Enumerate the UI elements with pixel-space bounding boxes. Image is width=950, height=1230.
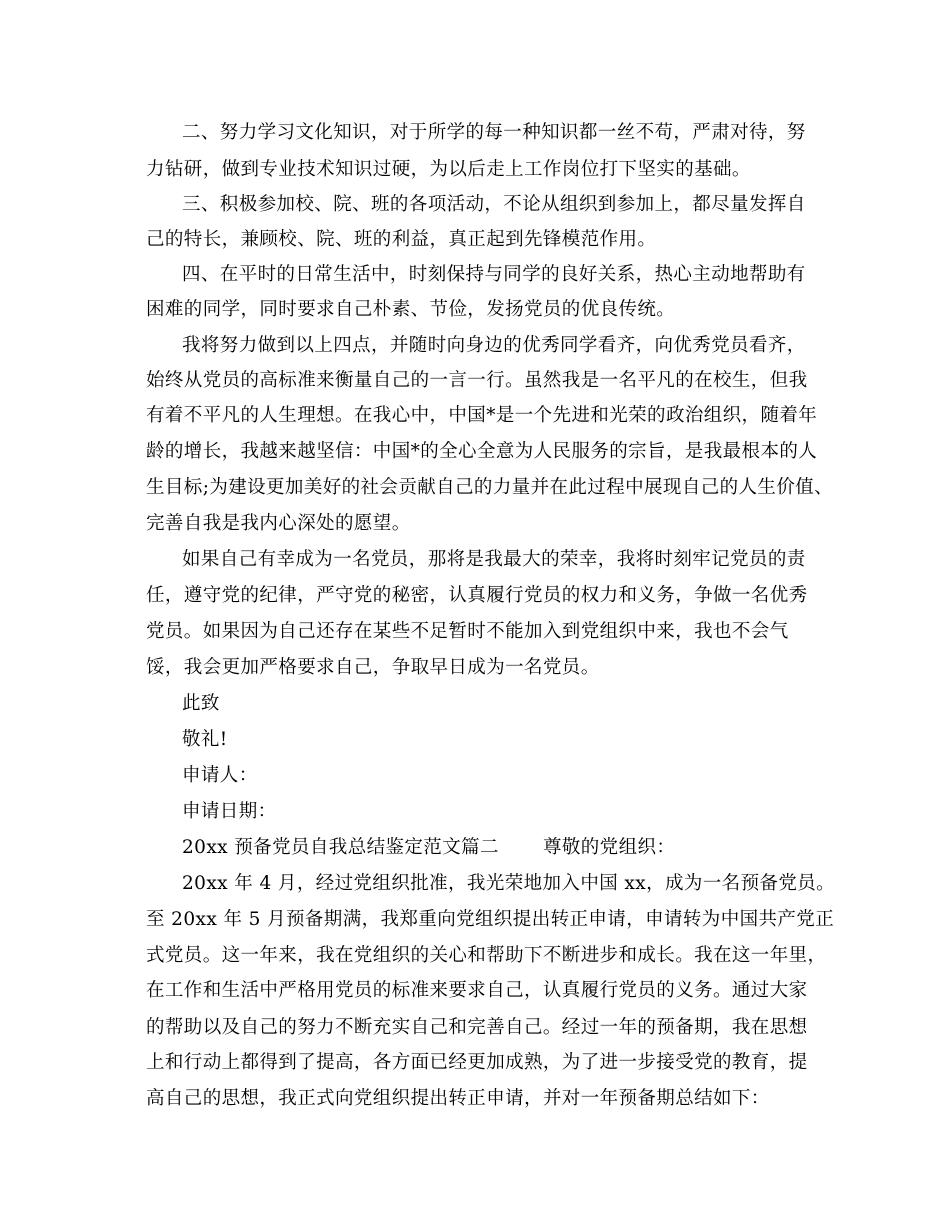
text-line: 的帮助以及自己的努力不断充实自己和完善自己。经过一年的预备期，我在思想	[146, 1017, 808, 1038]
text-line: 上和行动上都得到了提高，各方面已经更加成熟，为了进一步接受党的教育，提	[146, 1052, 808, 1073]
text-line: 始终从党员的高标准来衡量自己的一言一行。虽然我是一名平凡的在校生，但我	[146, 370, 808, 391]
text-line: 式党员。这一年来，我在党组织的关心和帮助下不断进步和成长。我在这一年里，	[146, 945, 827, 966]
text-line: 有着不平凡的人生理想。在我心中，中国*是一个先进和光荣的政治组织，随着年	[146, 405, 818, 426]
text-line: 党员。如果因为自己还存在某些不足暂时不能加入到党组织中来，我也不会气	[146, 621, 789, 642]
text-line: 力钻研，做到专业技术知识过硬，为以后走上工作岗位打下坚实的基础。	[146, 159, 751, 180]
salutation-line: 此致	[182, 693, 220, 714]
text-line: 完善自我是我内心深处的愿望。	[146, 513, 411, 534]
section-heading: 20xx 预备党员自我总结鉴定范文篇二 尊敬的党组织：	[182, 837, 676, 858]
text-line: 20xx 年 4 月，经过党组织批准，我光荣地加入中国 xx，成为一名预备党员。	[182, 873, 836, 894]
text-line: 高自己的思想，我正式向党组织提出转正申请，并对一年预备期总结如下：	[146, 1088, 770, 1109]
text-line: 四、在平时的日常生活中，时刻保持与同学的良好关系，热心主动地帮助有	[182, 264, 806, 285]
salutation-line: 敬礼!	[182, 729, 228, 750]
text-line: 己的特长，兼顾校、院、班的利益，真正起到先锋模范作用。	[146, 229, 657, 250]
text-line: 如果自己有幸成为一名党员，那将是我最大的荣幸，我将时刻牢记党员的责	[182, 549, 806, 570]
text-line: 龄的增长，我越来越坚信：中国*的全心全意为人民服务的宗旨，是我最根本的人	[146, 441, 818, 462]
text-line: 馁，我会更加严格要求自己，争取早日成为一名党员。	[146, 657, 600, 678]
text-line: 我将努力做到以上四点，并随时向身边的优秀同学看齐，向优秀党员看齐，	[182, 335, 806, 356]
text-line: 生目标;为建设更加美好的社会贡献自己的力量并在此过程中展现自己的人生价值、	[146, 477, 834, 498]
text-line: 困难的同学，同时要求自己朴素、节俭，发扬党员的优良传统。	[146, 299, 676, 320]
text-line: 任，遵守党的纪律，严守党的秘密，认真履行党员的权力和义务，争做一名优秀	[146, 585, 808, 606]
applicant-label: 申请人：	[182, 765, 258, 786]
date-label: 申请日期：	[182, 801, 277, 822]
text-line: 二、努力学习文化知识，对于所学的每一种知识都一丝不苟，严肃对待，努	[182, 122, 806, 143]
text-line: 三、积极参加校、院、班的各项活动，不论从组织到参加上，都尽量发挥自	[182, 194, 806, 215]
text-line: 在工作和生活中严格用党员的标准来要求自己，认真履行党员的义务。通过大家	[146, 980, 808, 1001]
text-line: 至 20xx 年 5 月预备期满，我郑重向党组织提出转正申请，申请转为中国共产党正	[146, 909, 835, 930]
